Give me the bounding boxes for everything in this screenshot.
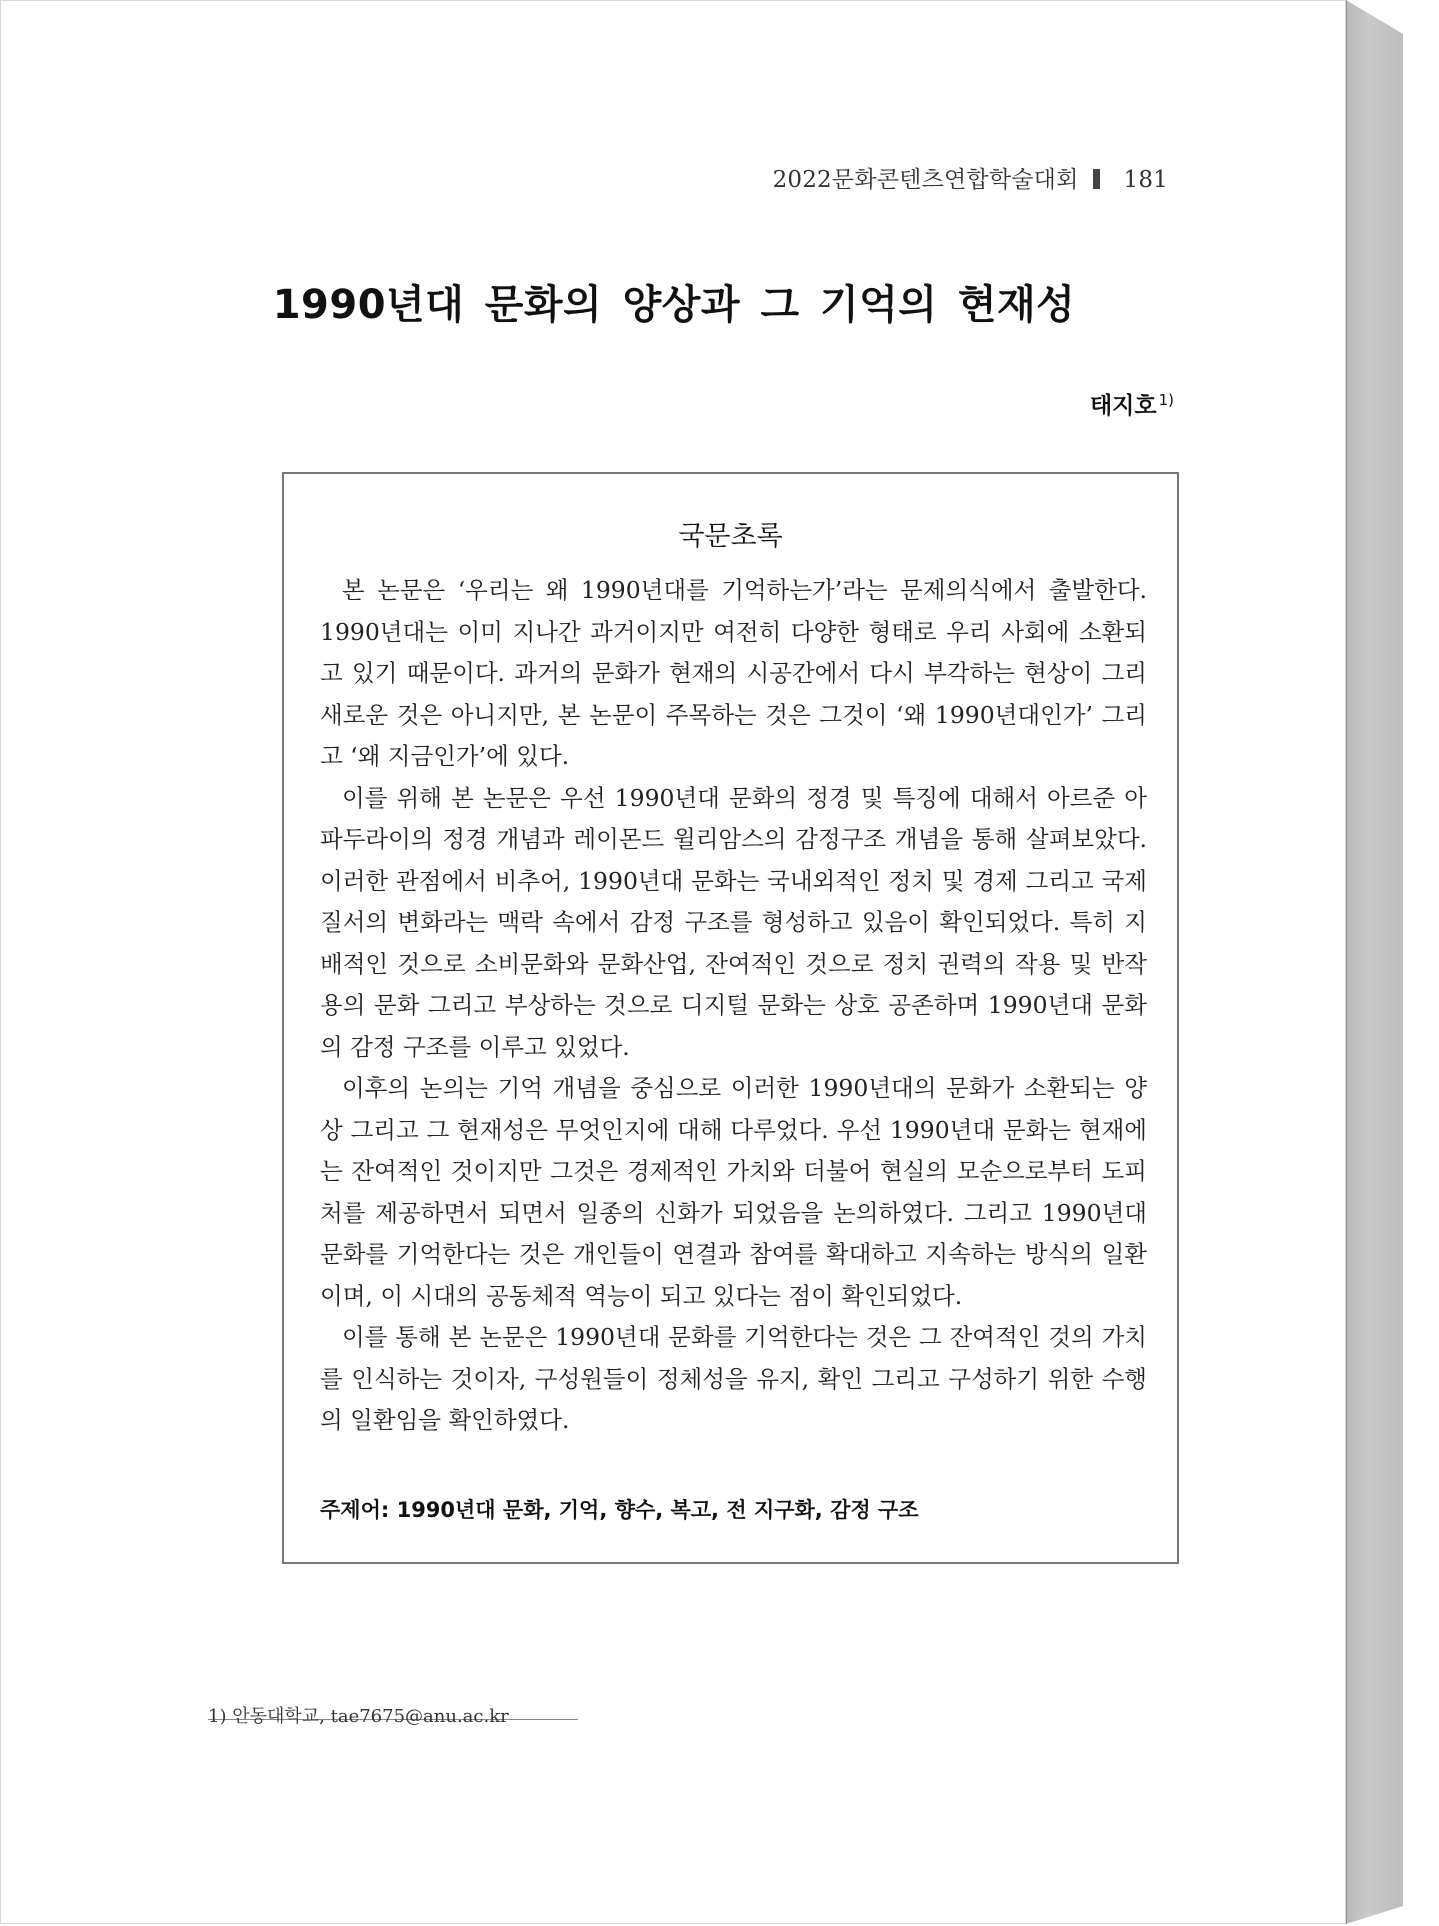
- running-header: [1, 161, 1345, 194]
- abstract-box: [282, 472, 1179, 1564]
- author-name: 태지호: [1089, 393, 1157, 419]
- header-separator: [1093, 169, 1100, 189]
- abstract-paragraph: 이를 통해 본 논문은 1990년대 문화를 기억한다는 것은 그 잔여적인 것의 가치를 인식하는 것이자, 구성원들이 정체성을 유지, 확인 그리고 구성하기 위한 수행의 일환임을 확인하였다.: [320, 1323, 1147, 1434]
- abstract-heading: 국문초록: [678, 521, 783, 552]
- conference-name: 2022문화콘텐츠연합학술대회: [772, 167, 1079, 193]
- footnote-marker: 1): [208, 1706, 227, 1727]
- abstract-paragraph: 이후의 논의는 기억 개념을 중심으로 이러한 1990년대의 문화가 소환되는 양상 그리고 그 현재성은 무엇인지에 대해 다루었다. 우선 1990년대 문화는 현재에는 잔여적인 것이지만 그것은 경제적인 가치와 더불어 현실의 모순으로부터 도피처를 제공하면서 되면서 일종의 신화가 되었음을 논의하였다. 그리고 1990년대 문화를 기억한다는 것은 개인들이 연결과 참여를 확대하고 지속하는 방식의 일환이며, 이 시대의 공동체적 역능이 되고 있다는 점이 확인되었다.: [320, 1074, 1147, 1310]
- article-title: 1990년대 문화의 양상과 그 기억의 현재성: [272, 282, 1076, 328]
- abstract-body: [320, 570, 1147, 1442]
- keywords-list: 1990년대 문화, 기억, 향수, 복고, 전 지구화, 감정 구조: [396, 1498, 919, 1522]
- page-number: 181: [1123, 167, 1168, 193]
- author-footnote-marker: 1): [1158, 391, 1174, 409]
- keywords-line: [320, 1494, 919, 1524]
- abstract-paragraph: 이를 위해 본 논문은 우선 1990년대 문화의 정경 및 특징에 대해서 아르준 아파두라이의 정경 개념과 레이몬드 윌리암스의 감정구조 개념을 통해 살펴보았다. 이러한 관점에서 비추어, 1990년대 문화는 국내외적인 정치 및 경제 그리고 국제 질서의 변화라는 맥락 속에서 감정 구조를 형성하고 있음이 확인되었다. 특히 지배적인 것으로 소비문화와 문화산업, 잔여적인 것으로 정치 권력의 작용 및 반작용의 문화 그리고 부상하는 것으로 디지털 문화는 상호 공존하며 1990년대 문화의 감정 구조를 이루고 있었다.: [320, 783, 1147, 1061]
- abstract-paragraph: 본 논문은 ‘우리는 왜 1990년대를 기억하는가’라는 문제의식에서 출발한다. 1990년대는 이미 지나간 과거이지만 여전히 다양한 형태로 우리 사회에 소환되고 있기 때문이다. 과거의 문화가 현재의 시공간에서 다시 부각하는 현상이 그리 새로운 것은 아니지만, 본 논문이 주목하는 것은 그것이 ‘왜 1990년대인가’ 그리고 ‘왜 지금인가’에 있다.: [320, 576, 1147, 770]
- page-stack-shadow: [1346, 0, 1403, 1924]
- footnote-text: 안동대학교, tae7675@anu.ac.kr: [232, 1706, 509, 1727]
- author-line: [1090, 387, 1174, 420]
- keywords-label: 주제어:: [320, 1498, 390, 1522]
- page-edge-line: [1346, 0, 1347, 1924]
- footnote: [208, 1702, 509, 1728]
